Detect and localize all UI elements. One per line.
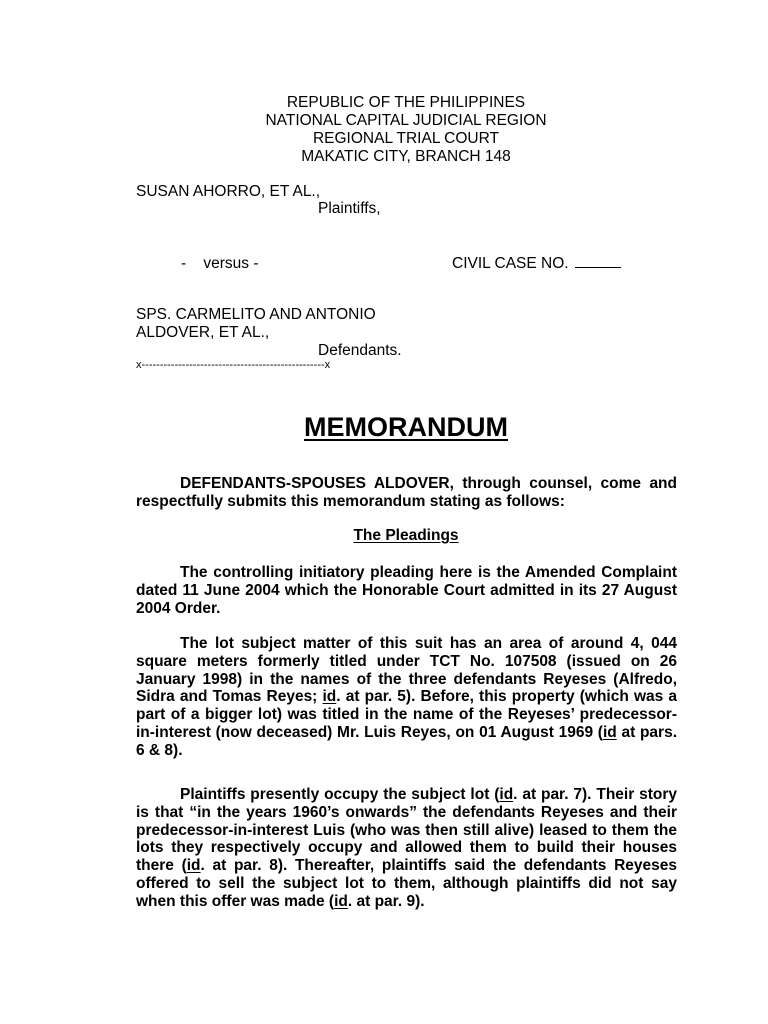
court-header-line-1: REPUBLIC OF THE PHILIPPINES: [286, 94, 526, 111]
id-citation: id: [322, 688, 337, 706]
court-header-line-2: NATIONAL CAPITAL JUDICIAL REGION: [265, 112, 547, 129]
paragraph-3-text-a: Plaintiffs presently occupy the subject lot (: [180, 786, 500, 803]
defendant-line-2: ALDOVER, ET AL.,: [136, 324, 270, 341]
paragraph-2-text-a: The lot subject matter of this suit has an area of around 4, 044 square meters formerly titled under TCT No. 107508 (issued on 26 January 1998) in the names of the three defendants Reyeses (Alfredo, Sidra and Tomas Reyes;: [136, 635, 677, 706]
id-citation: id: [186, 857, 201, 875]
plaintiff-role: Plaintiffs,: [318, 200, 381, 217]
intro-text: DEFENDANTS-SPOUSES ALDOVER, through counsel, come and respectfully submits this memorandum stating as follows:: [136, 475, 677, 510]
paragraph-3: [136, 786, 677, 911]
paragraph-2-text-c: at pars. 6 & 8).: [136, 723, 677, 759]
document-title: MEMORANDUM: [304, 412, 508, 442]
civil-case-label: CIVIL CASE NO.: [452, 255, 569, 272]
case-number-blank: [575, 255, 621, 268]
id-citation: id: [499, 786, 514, 803]
paragraph-3-text-d: . at par. 9).: [347, 892, 425, 910]
section-title: The Pleadings: [353, 527, 459, 544]
caption-separator: x--------------------------------------------------x: [136, 359, 331, 371]
court-header-line-4: MAKATIC CITY, BRANCH 148: [301, 148, 511, 165]
versus-label: - versus -: [181, 255, 259, 272]
id-citation: id: [602, 723, 617, 741]
defendant-line-1: SPS. CARMELITO AND ANTONIO: [136, 306, 376, 323]
paragraph-1-text: The controlling initiatory pleading here is the Amended Complaint dated 11 June 2004 which the Honorable Court admitted in its 27 August 2004 Order.: [136, 564, 677, 617]
paragraph-2: [136, 635, 677, 760]
id-citation: id: [334, 892, 348, 910]
paragraph-3-text-c: . at par. 8). Thereafter, plaintiffs said the defendants Reyeses offered to sell the subject lot to them, although plaintiffs did not say when this offer was made (: [136, 857, 678, 910]
paragraph-2-text-b: . at par. 5). Before, this property (which was a part of a bigger lot) was titled in the name of the Reyeses’ predecessor-in-interest (now deceased) Mr. Luis Reyes, on 01 August 1969 (: [136, 688, 677, 741]
intro-paragraph: [136, 475, 677, 511]
plaintiff-name: SUSAN AHORRO, ET AL.,: [136, 183, 321, 200]
paragraph-3-text-b: . at par. 7). Their story is that “in the years 1960’s onwards” the defendants Reyeses and their predecessor-in-interest Luis (who was then still alive) leased to them the lots they respectively occupy and allowed them to build their houses there (: [136, 786, 677, 875]
paragraph-1: [136, 564, 677, 617]
civil-case-number: [452, 255, 621, 273]
court-header: [0, 94, 768, 166]
court-header-line-3: REGIONAL TRIAL COURT: [312, 130, 500, 147]
defendant-role: Defendants.: [318, 342, 402, 359]
